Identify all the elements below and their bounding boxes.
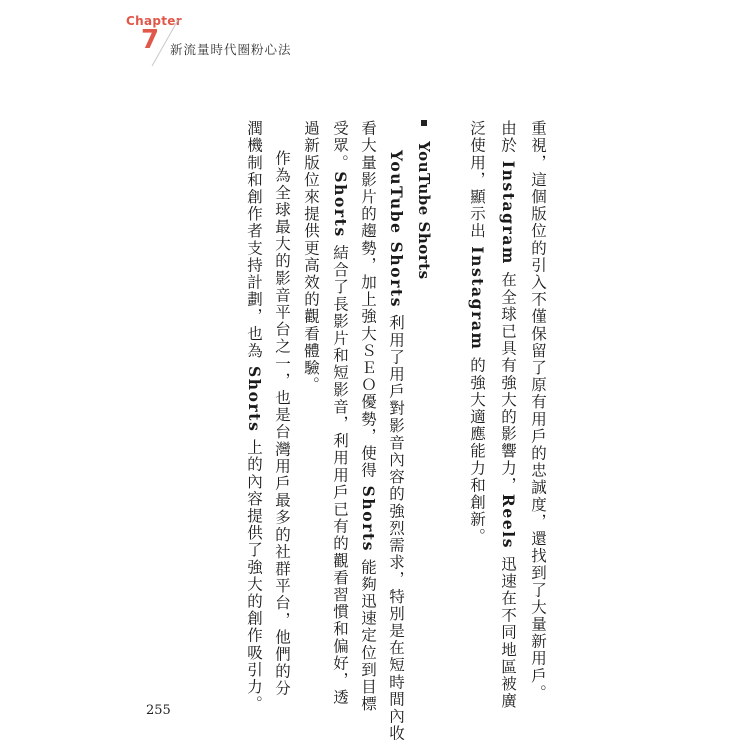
text-run-bold: Instagram: [468, 246, 487, 351]
text-run-bold: YouTube Shorts: [387, 150, 406, 309]
text-run-bold: Shorts: [331, 171, 350, 238]
text-column-1: [526, 120, 550, 701]
section-heading-text: YouTube Shorts: [415, 141, 433, 280]
text-run: 潤機制和創作者支持計劃，也為: [245, 120, 263, 360]
chapter-label: Chapter: [126, 14, 182, 28]
text-run: 結合了長影片和短影音，利用用戶已有的觀看習慣和偏好，透: [331, 244, 349, 707]
text-run: 利用了用戶對影音內容的強烈需求，特別是在短時間內收: [387, 314, 405, 743]
text-column-9: [270, 150, 294, 697]
text-run: 能夠迅速定位到目標: [359, 558, 377, 713]
text-run: 的強大適應能力和創新。: [468, 357, 486, 546]
section-heading: [412, 120, 436, 280]
square-bullet-icon: [421, 120, 427, 126]
text-run-bold: Shorts: [245, 365, 264, 433]
text-column-3: [465, 120, 489, 545]
text-run: 由於: [499, 120, 517, 155]
chapter-title: 新流量時代圈粉心法: [170, 42, 292, 57]
text-run: 重視，這個版位的引入不僅保留了原有用戶的忠誠度，還找到了大量新用戶。: [529, 120, 547, 702]
text-run: 看大量影片的趨勢，加上強大ＳＥＯ優勢，使得: [359, 120, 377, 480]
chapter-number: 7: [141, 25, 160, 55]
text-column-10: [242, 120, 266, 713]
text-run-bold: Shorts: [359, 485, 378, 553]
text-run: 作為全球最大的影音平台之一，也是台灣用戶最多的社群平台，他們的分: [273, 150, 291, 698]
text-column-6: [356, 120, 380, 713]
text-column-5: [384, 150, 408, 742]
text-run: 迅速在不同地區被廣: [499, 555, 517, 710]
text-column-7: [328, 120, 352, 706]
text-run: 在全球已具有強大的影響力，: [499, 271, 517, 494]
text-run: 上的內容提供了強大的創作吸引力。: [245, 438, 263, 713]
text-run-bold: Instagram: [499, 160, 518, 266]
text-column-2: [496, 120, 520, 710]
chapter-header: [0, 0, 750, 80]
text-run: 過新版位來提供更高效的觀看體驗。: [302, 120, 320, 394]
text-run: 受眾。: [331, 120, 349, 172]
text-run: 泛使用，顯示出: [468, 120, 486, 240]
text-column-8: [299, 120, 323, 394]
text-run-bold: Reels: [499, 493, 518, 550]
page-number: 255: [146, 703, 171, 718]
